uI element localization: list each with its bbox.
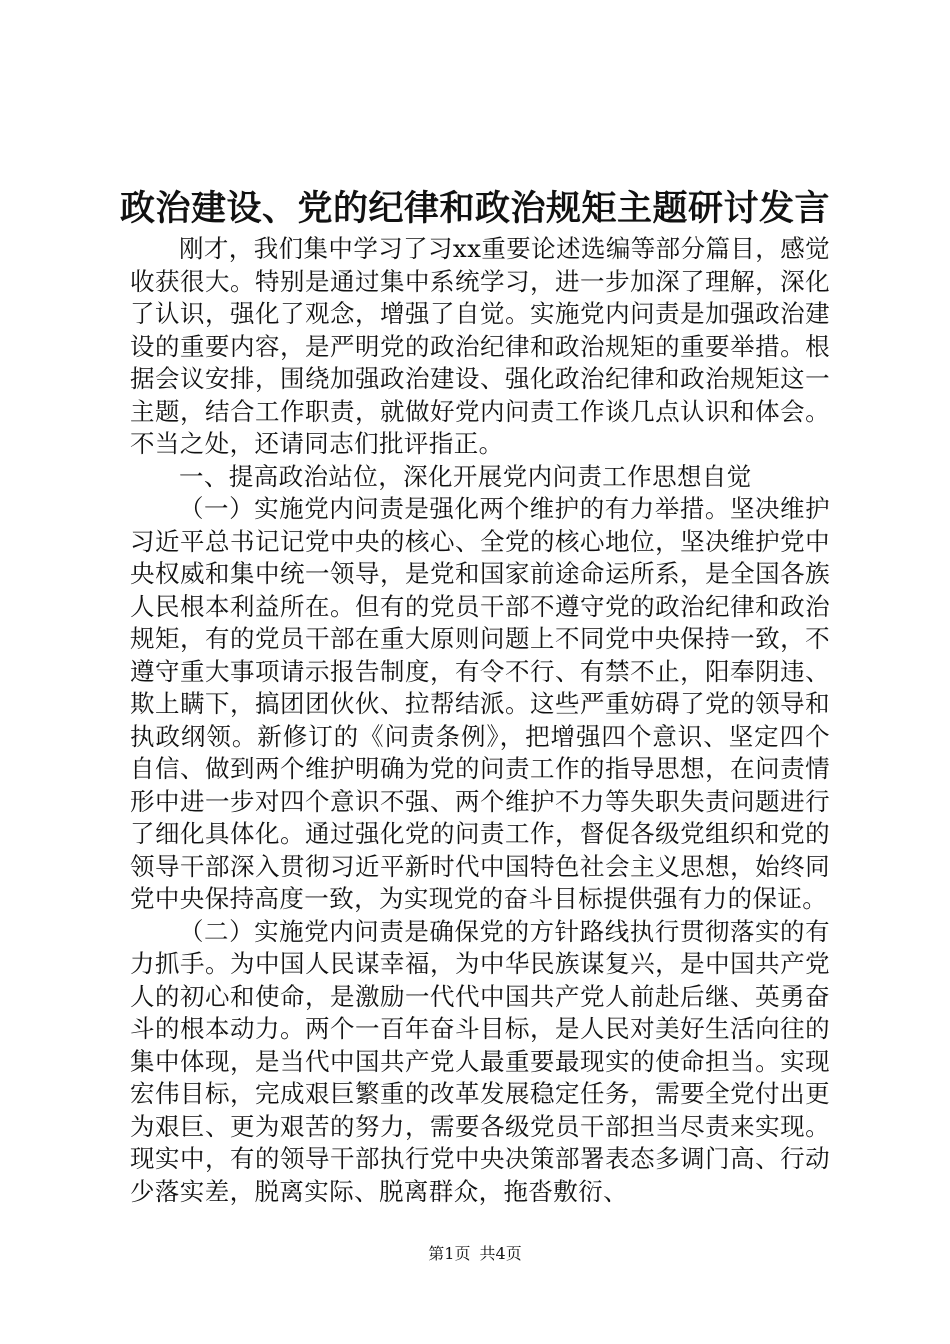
paragraph-intro: 刚才，我们集中学习了习xx重要论述选编等部分篇目，感觉收获很大。特别是通过集中系统学习，进一步加深了理解，深化了认识，强化了观念，增强了自觉。实施党内问责是加强政治建设的重要内容，是严明党的政治纪律和政治规矩的重要举措。根据会议安排，围绕加强政治建设、强化政治纪律和政治规矩这一主题，结合工作职责，就做好党内问责工作谈几点认识和体会。不当之处，还请同志们批评指正。 bbox=[130, 234, 830, 458]
document-body bbox=[130, 233, 830, 1208]
page-total: 共4页 bbox=[479, 1244, 522, 1263]
page-footer bbox=[0, 1243, 950, 1265]
document-title: 政治建设、党的纪律和政治规矩主题研讨发言 bbox=[119, 188, 830, 229]
section-heading-1: 一、提高政治站位，深化开展党内问责工作思想自觉 bbox=[179, 461, 752, 491]
paragraph-point-2: （二）实施党内问责是确保党的方针路线执行贯彻落实的有力抓手。为中国人民谋幸福，为中华民族谋复兴，是中国共产党人的初心和使命，是激励一代代中国共产党人前赴后继、英勇奋斗的根本动力。两个一百年奋斗目标，是人民对美好生活向往的集中体现，是当代中国共产党人最重要最现实的使命担当。实现宏伟目标，完成艰巨繁重的改革发展稳定任务，需要全党付出更为艰巨、更为艰苦的努力，需要各级党员干部担当尽责来实现。现实中，有的领导干部执行党中央决策部署表态多调门高、行动少落实差，脱离实际、脱离群众，拖沓敷衍、 bbox=[130, 916, 830, 1206]
page-number: 第1页 bbox=[428, 1244, 471, 1263]
paragraph-point-1: （一）实施党内问责是强化两个维护的有力举措。坚决维护习近平总书记记党中央的核心、全党的核心地位，坚决维护党中央权威和集中统一领导，是党和国家前途命运所系，是全国各族人民根本利益所在。但有的党员干部不遵守党的政治纪律和政治规矩，有的党员干部在重大原则问题上不同党中央保持一致，不遵守重大事项请示报告制度，有令不行、有禁不止，阳奉阴违、欺上瞒下，搞团团伙伙、拉帮结派。这些严重妨碍了党的领导和执政纲领。新修订的《问责条例》，把增强四个意识、坚定四个自信、做到两个维护明确为党的问责工作的指导思想，在问责情形中进一步对四个意识不强、两个维护不力等失职失责问题进行了细化具体化。通过强化党的问责工作，督促各级党组织和党的领导干部深入贯彻习近平新时代中国特色社会主义思想，始终同党中央保持高度一致，为实现党的奋斗目标提供强有力的保证。 bbox=[130, 494, 830, 913]
